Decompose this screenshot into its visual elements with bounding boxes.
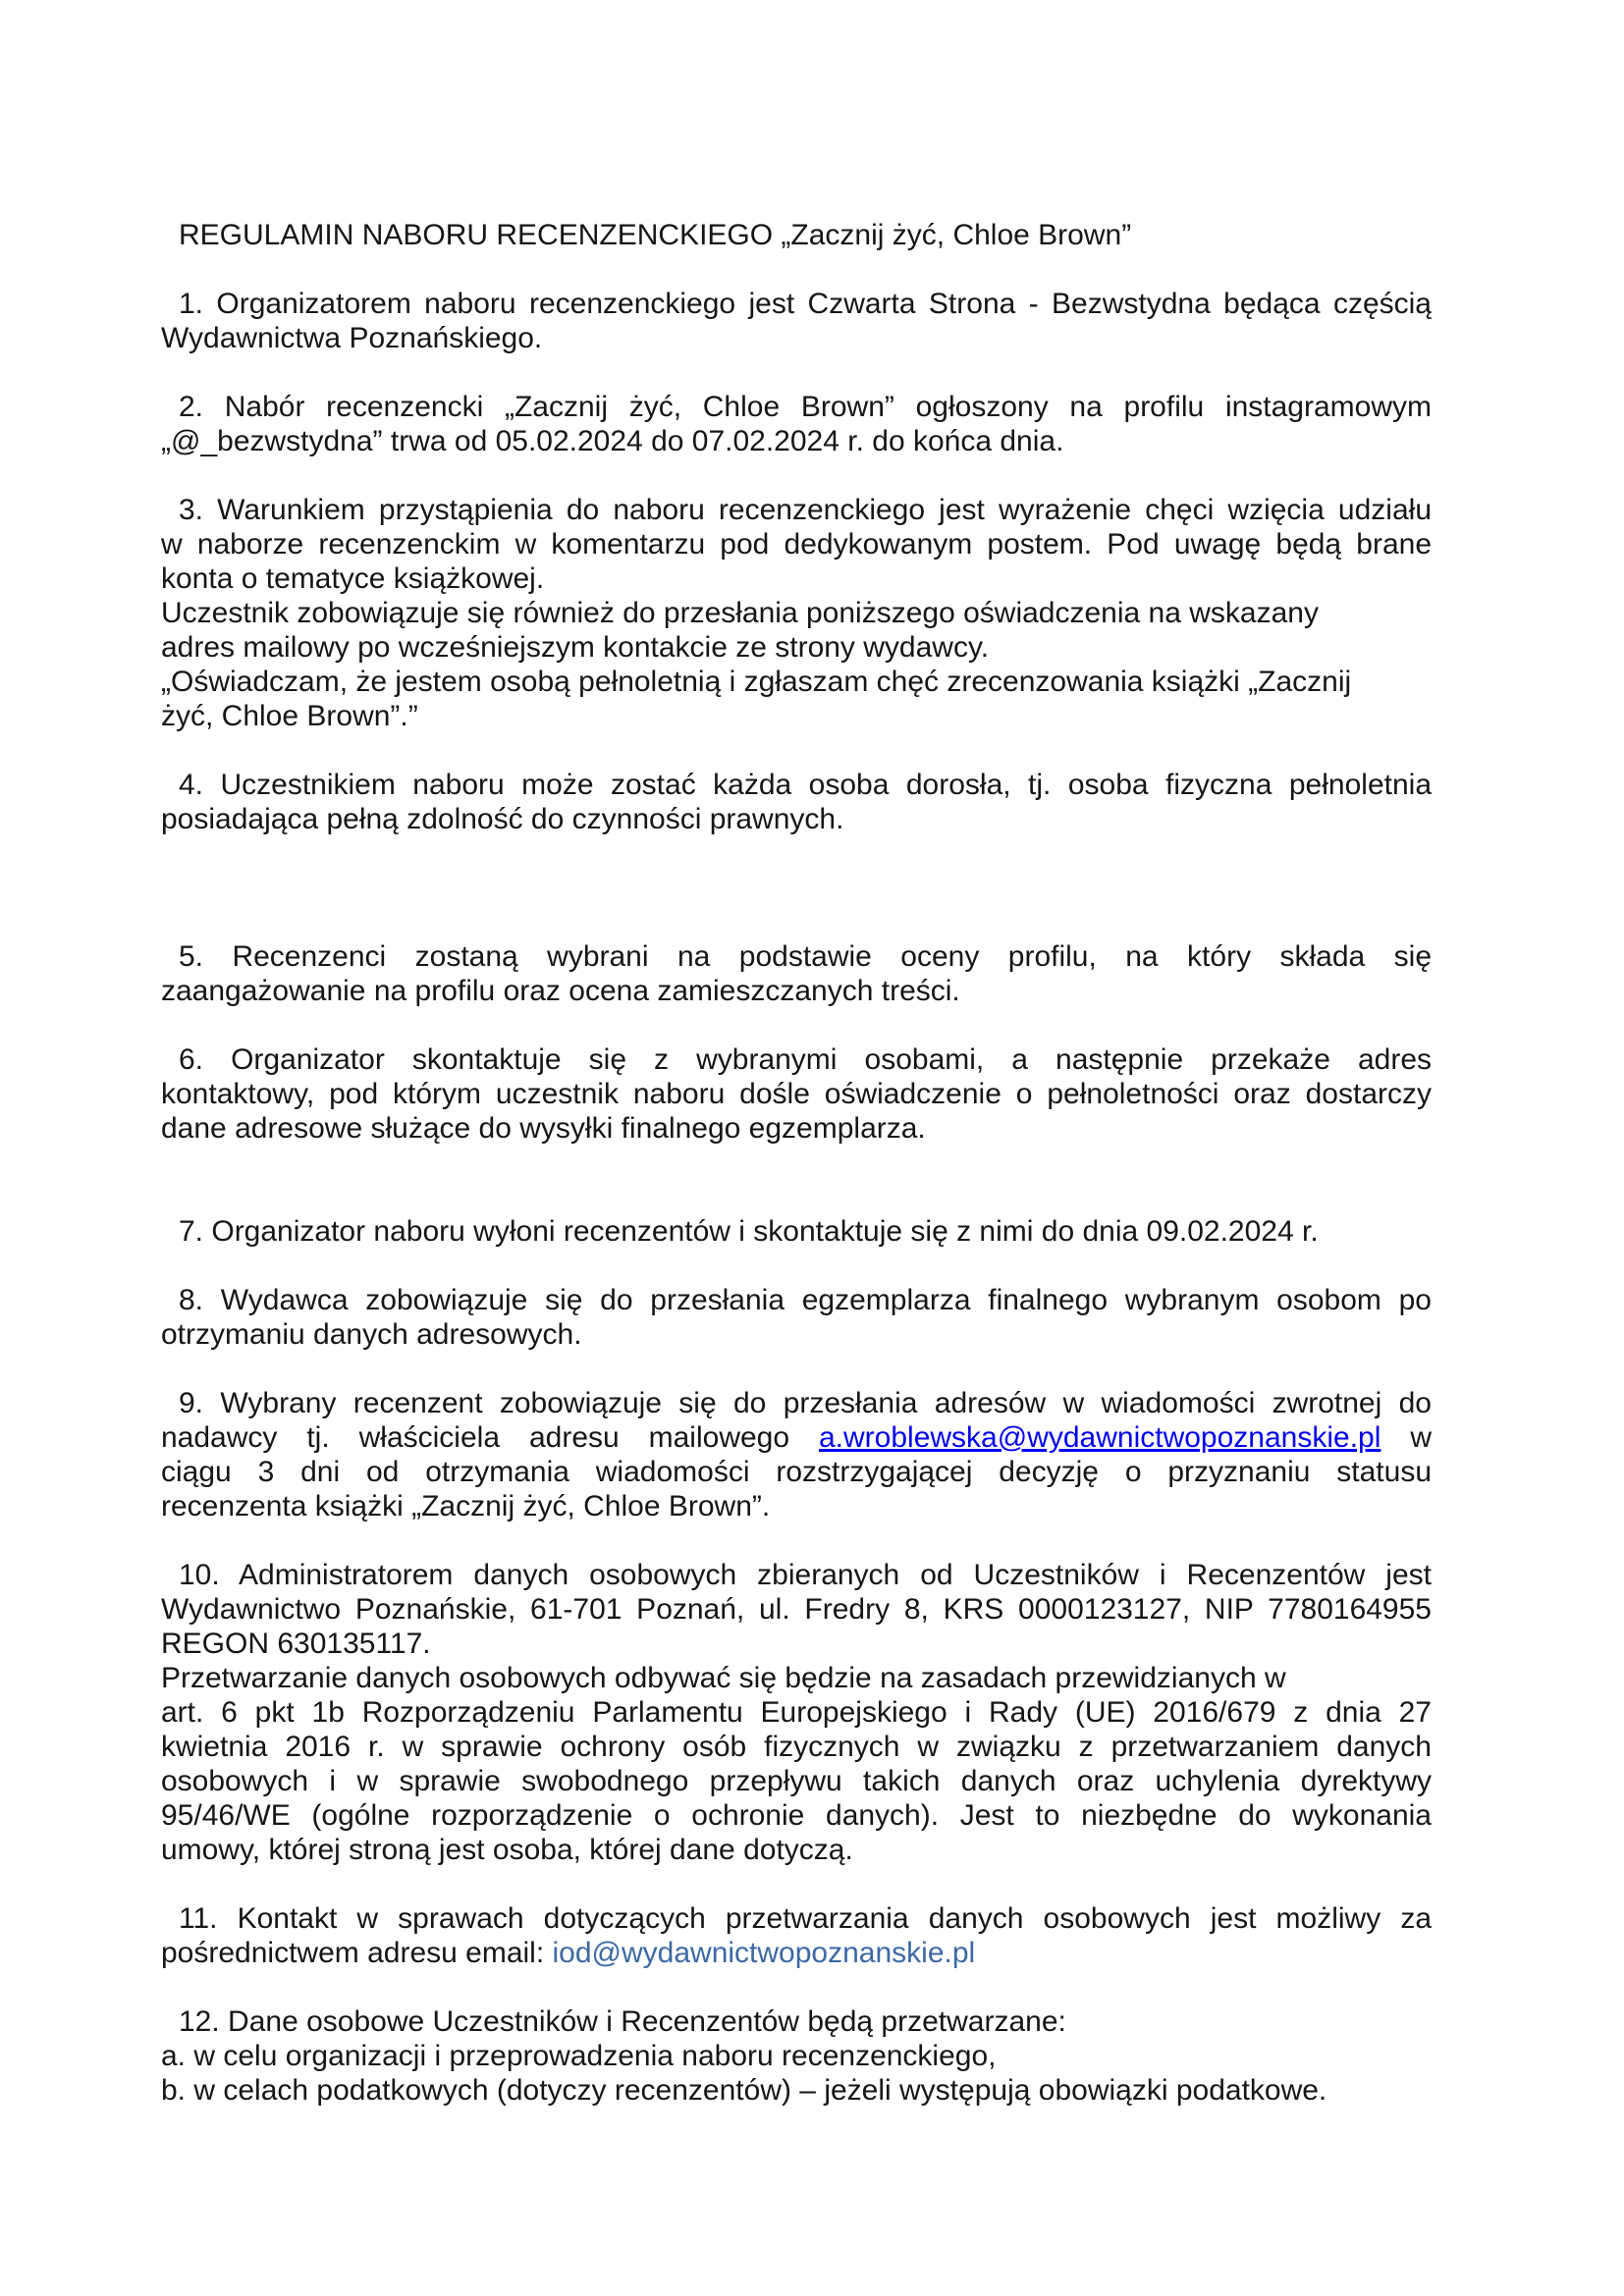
document-line: REGON 630135117. [161,1628,431,1660]
document-line: umowy, której stroną jest osoba, której dane dotyczą. [161,1834,853,1866]
document-line: kwietnia 2016 r. w sprawie ochrony osób fizycznych w związku z przetwarzaniem danych [161,1731,1432,1763]
paragraph-3 [161,493,1432,733]
document-line: 95/46/WE (ogólne rozporządzenie o ochronie danych). Jest to niezbędne do wykonania [161,1799,1432,1832]
document-line: a. w celu organizacji i przeprowadzenia naboru recenzenckiego, [161,2040,997,2072]
document-line: 5. Recenzenci zostaną wybrani na podstawie oceny profilu, na który składa się [179,940,1432,973]
paragraph-8 [161,1283,1432,1352]
document-line: 3. Warunkiem przystąpienia do naboru recenzenckiego jest wyrażenie chęci wzięcia udziału [179,494,1432,526]
document-line: posiadająca pełną zdolność do czynności prawnych. [161,803,844,835]
document-title-block [161,218,1432,252]
paragraph-4 [161,768,1432,836]
document-line: 10. Administratorem danych osobowych zbieranych od Uczestników i Recenzentów jest [179,1559,1432,1591]
text-segment: pośrednictwem adresu email: [161,1937,553,1969]
document-line: 4. Uczestnikiem naboru może zostać każda osoba dorosła, tj. osoba fizyczna pełnoletnia [179,769,1432,801]
document-line: otrzymaniu danych adresowych. [161,1318,582,1351]
document-line: art. 6 pkt 1b Rozporządzeniu Parlamentu Europejskiego i Rady (UE) 2016/679 z dnia 27 [161,1696,1432,1729]
paragraph-9 [161,1386,1432,1523]
document-line: 12. Dane osobowe Uczestników i Recenzentów będą przetwarzane: [179,2005,1066,2038]
paragraph-7 [161,1214,1432,1249]
paragraph-11 [161,1901,1432,1970]
paragraph-6 [161,1042,1432,1146]
document-line: „Oświadczam, że jestem osobą pełnoletnią i zgłaszam chęć zrecenzowania książki „Zacznij [161,666,1352,698]
document-line: recenzenta książki „Zacznij żyć, Chloe Brown”. [161,1490,771,1522]
document-line: „@_bezwstydna” trwa od 05.02.2024 do 07.02.2024 r. do końca dnia. [161,425,1064,457]
text-segment: w [1380,1421,1433,1454]
document-line: 11. Kontakt w sprawach dotyczących przetwarzania danych osobowych jest możliwy za [179,1902,1432,1935]
document-line: 9. Wybrany recenzent zobowiązuje się do przesłania adresów w wiadomości zwrotnej do [179,1387,1432,1419]
paragraph-2 [161,390,1432,458]
document-line: 2. Nabór recenzencki „Zacznij żyć, Chloe Brown” ogłoszony na profilu instagramowym [179,391,1432,423]
document-line: 7. Organizator naboru wyłoni recenzentów i skontaktuje się z nimi do dnia 09.02.2024 r. [179,1215,1319,1248]
document-line: 8. Wydawca zobowiązuje się do przesłania egzemplarza finalnego wybranym osobom po [179,1284,1432,1316]
document-line: kontaktowy, pod którym uczestnik naboru dośle oświadczenie o pełnoletności oraz dostarczy [161,1078,1432,1110]
document-line: Uczestnik zobowiązuje się również do przesłania poniższego oświadczenia na wskazany [161,597,1319,629]
document-line: 1. Organizatorem naboru recenzenckiego jest Czwarta Strona - Bezwstydna będąca częścią [179,288,1432,320]
paragraph-10 [161,1558,1432,1867]
email-link[interactable]: a.wroblewska@wydawnictwopoznanskie.pl [819,1421,1381,1454]
document-body [161,218,1432,2108]
document-line: ciągu 3 dni od otrzymania wiadomości rozstrzygającej decyzję o przyznaniu statusu [161,1456,1432,1488]
document-line: Wydawnictwo Poznańskie, 61-701 Poznań, ul. Fredry 8, KRS 0000123127, NIP 7780164955 [161,1593,1432,1626]
document-line: osobowych i w sprawie swobodnego przepływu takich danych oraz uchylenia dyrektywy [161,1765,1432,1797]
document-line: Wydawnictwa Poznańskiego. [161,322,543,354]
email-link[interactable]: iod@wydawnictwopoznanskie.pl [552,1937,976,1969]
document-line: żyć, Chloe Brown”.” [161,700,418,732]
document-line: dane adresowe służące do wysyłki finalnego egzemplarza. [161,1112,926,1145]
paragraph-1 [161,287,1432,355]
document-line: adres mailowy po wcześniejszym kontakcie ze strony wydawcy. [161,631,990,664]
document-line: w naborze recenzenckim w komentarzu pod dedykowanym postem. Pod uwagę będą brane [161,528,1432,561]
paragraph-5 [161,939,1432,1008]
document-line: 6. Organizator skontaktuje się z wybranymi osobami, a następnie przekaże adres [179,1043,1432,1076]
document-line: konta o tematyce książkowej. [161,562,545,595]
document-line: zaangażowanie na profilu oraz ocena zamieszczanych treści. [161,975,960,1007]
paragraph-12 [161,2004,1432,2108]
document-line: b. w celach podatkowych (dotyczy recenzentów) – jeżeli występują obowiązki podatkowe. [161,2074,1327,2107]
document-line: Przetwarzanie danych osobowych odbywać się będzie na zasadach przewidzianych w [161,1662,1286,1694]
document-title: REGULAMIN NABORU RECENZENCKIEGO „Zacznij żyć, Chloe Brown” [179,219,1132,251]
text-segment: nadawcy tj. właściciela adresu mailowego [161,1421,819,1454]
document-line [161,1420,1432,1455]
document-line [161,1936,1432,1970]
